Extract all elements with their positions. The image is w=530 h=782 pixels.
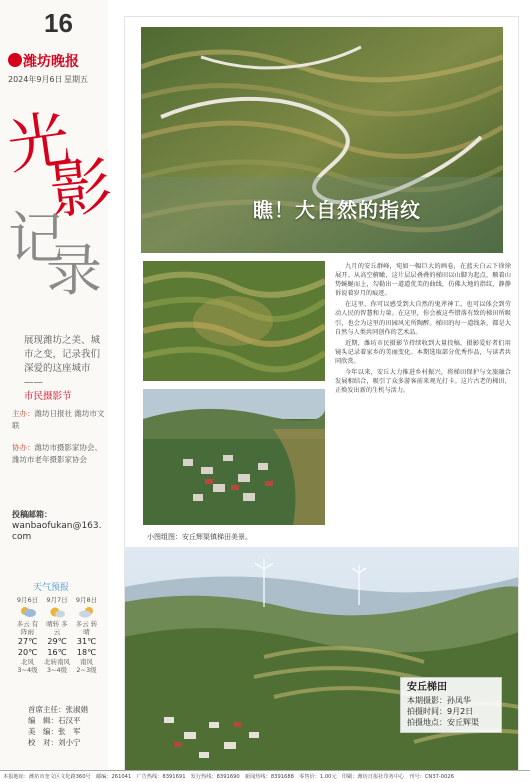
staff-proofreader: 校 对：刘小宁 <box>28 738 81 747</box>
weather-day <box>44 596 71 674</box>
weather-high: 29℃ <box>47 637 67 646</box>
coorganizer-text: 潍坊市摄影家协会、潍坊市老年摄影家协会 <box>12 443 102 464</box>
main-panel <box>124 16 519 772</box>
organizer-text: 潍坊日报社 潍坊市文联 <box>12 409 105 430</box>
credits-coorganizer <box>12 442 106 466</box>
photo-caption: 小图组图：安丘辉渠镇梯田美景。 <box>147 533 252 541</box>
weather-day <box>73 596 100 674</box>
weather-wind: 南风 2~3级 <box>76 658 97 674</box>
coorganizer-role: 协办： <box>12 443 35 452</box>
left-column <box>0 0 116 770</box>
email-label: 投稿邮箱： <box>12 510 52 519</box>
weather-title: 天气预报 <box>33 583 70 593</box>
staff-list <box>28 704 88 748</box>
article-paragraph: 近期，潍坊市民摄影节持续收到大量投稿，摄影爱好者们用镜头记录着家乡的美丽变化。本期选取部分优秀作品，与读者共同欣赏。 <box>335 339 511 365</box>
logo-icon <box>8 53 22 67</box>
photo-info-box <box>400 677 502 733</box>
weather-date: 9月8日 <box>75 596 98 604</box>
photo-info-line: 拍摄时间：9月2日 <box>407 707 474 716</box>
weather-wind: 北风 3~4级 <box>17 658 38 674</box>
photo-village[interactable] <box>143 389 325 525</box>
weather-wind: 北转南风 3~4级 <box>44 658 70 674</box>
weather-low: 16℃ <box>47 648 67 657</box>
weather-desc: 多云 有阵雨 <box>16 620 39 636</box>
column-title-char-4: 录 <box>46 239 102 304</box>
photo-terraces-aerial[interactable] <box>143 261 325 381</box>
article-paragraph: 今年以来，安丘大力推进乡村振兴，将梯田保护与文旅融合发展相结合，吸引了众多游客前来观光打卡。这片古老的梯田，正焕发出新的生机与活力。 <box>335 369 511 395</box>
photo-info-line: 拍摄地点：安丘辉渠 <box>407 718 479 727</box>
village-image <box>143 389 325 525</box>
weather-date: 9月6日 <box>16 596 39 604</box>
weather-low: 18℃ <box>76 648 97 657</box>
staff-designer: 美 编：张 军 <box>28 727 81 736</box>
cloud-rain-icon <box>19 606 37 618</box>
page-number: 16 <box>44 8 73 38</box>
article-paragraph: 在这里，你可以感受到大自然的鬼斧神工，也可以体会到劳动人民的智慧和力量。在这里，你会被这些错落有致的梯田所吸引，也会为这里的田园风光所陶醉。梯田的每一道线条，都是大自然与人类共同创作的艺术品。 <box>335 301 511 336</box>
sun-cloud-icon <box>48 606 66 618</box>
article-paragraph: 九月的安丘群峰，宛如一幅巨大的画卷，在蓝天白云下徐徐展开。从高空俯瞰，这片层层叠叠的梯田以山脚为起点，顺着山势蜿蜒而上，勾勒出一道道优美的曲线，仿佛大地的指纹，静静诉说着岁月的痕迹。 <box>335 263 511 298</box>
footer: 本报地址：潍坊市奎文区文化路360号 邮编：261041 广告热线：8391691 发行热线：8391690 新闻热线：8391688 零售价：1.00元 印刷：潍坊日报社印务中心 刊号：CN37-0026 <box>0 770 530 782</box>
headline: 瞧！大自然的指纹 <box>253 198 421 222</box>
panorama-photo[interactable] <box>124 547 519 771</box>
weather-date: 9月7日 <box>46 596 68 604</box>
staff-editor-in-charge: 首席主任：张淑娟 <box>28 705 88 714</box>
credits-organizer <box>12 408 106 432</box>
photo-info-title: 安丘梯田 <box>407 682 447 693</box>
column-intro-tag: 市民摄影节 <box>24 391 72 402</box>
column-title-char-2: 影 <box>46 148 116 229</box>
photo-info-line: 本期摄影：孙凤华 <box>407 696 471 705</box>
weather-low: 20℃ <box>17 648 38 657</box>
organizer-role: 主办： <box>12 409 35 418</box>
weather-desc: 晴转 多云 <box>46 620 68 636</box>
weather-high: 27℃ <box>17 637 38 646</box>
submission-email[interactable]: wanbaofukan@163.com <box>12 521 102 542</box>
issue-weekday: 星期五 <box>64 75 88 84</box>
credits <box>12 408 106 476</box>
staff-editor: 编 辑：石汉平 <box>28 716 81 725</box>
column-intro <box>24 334 104 404</box>
column-title-char-1: 光 <box>3 102 75 183</box>
cloud-sun-icon <box>78 606 96 618</box>
article <box>335 262 511 397</box>
weather-day <box>14 596 41 674</box>
terraces-aerial-image <box>143 261 325 381</box>
weather-desc: 多云 转晴 <box>75 620 98 636</box>
wind-turbine-hills-image <box>124 547 519 771</box>
column-intro-text: 展现潍坊之美、城市之变，记录我们深爱的这座城市—— <box>24 335 101 388</box>
newspaper-logo[interactable]: 潍坊晚报 <box>23 54 79 70</box>
weather-high: 31℃ <box>76 637 97 646</box>
weather-forecast <box>14 596 100 674</box>
column-title-char-3: 记 <box>8 207 64 272</box>
issue-date: 2024年9月6日 <box>8 75 63 84</box>
